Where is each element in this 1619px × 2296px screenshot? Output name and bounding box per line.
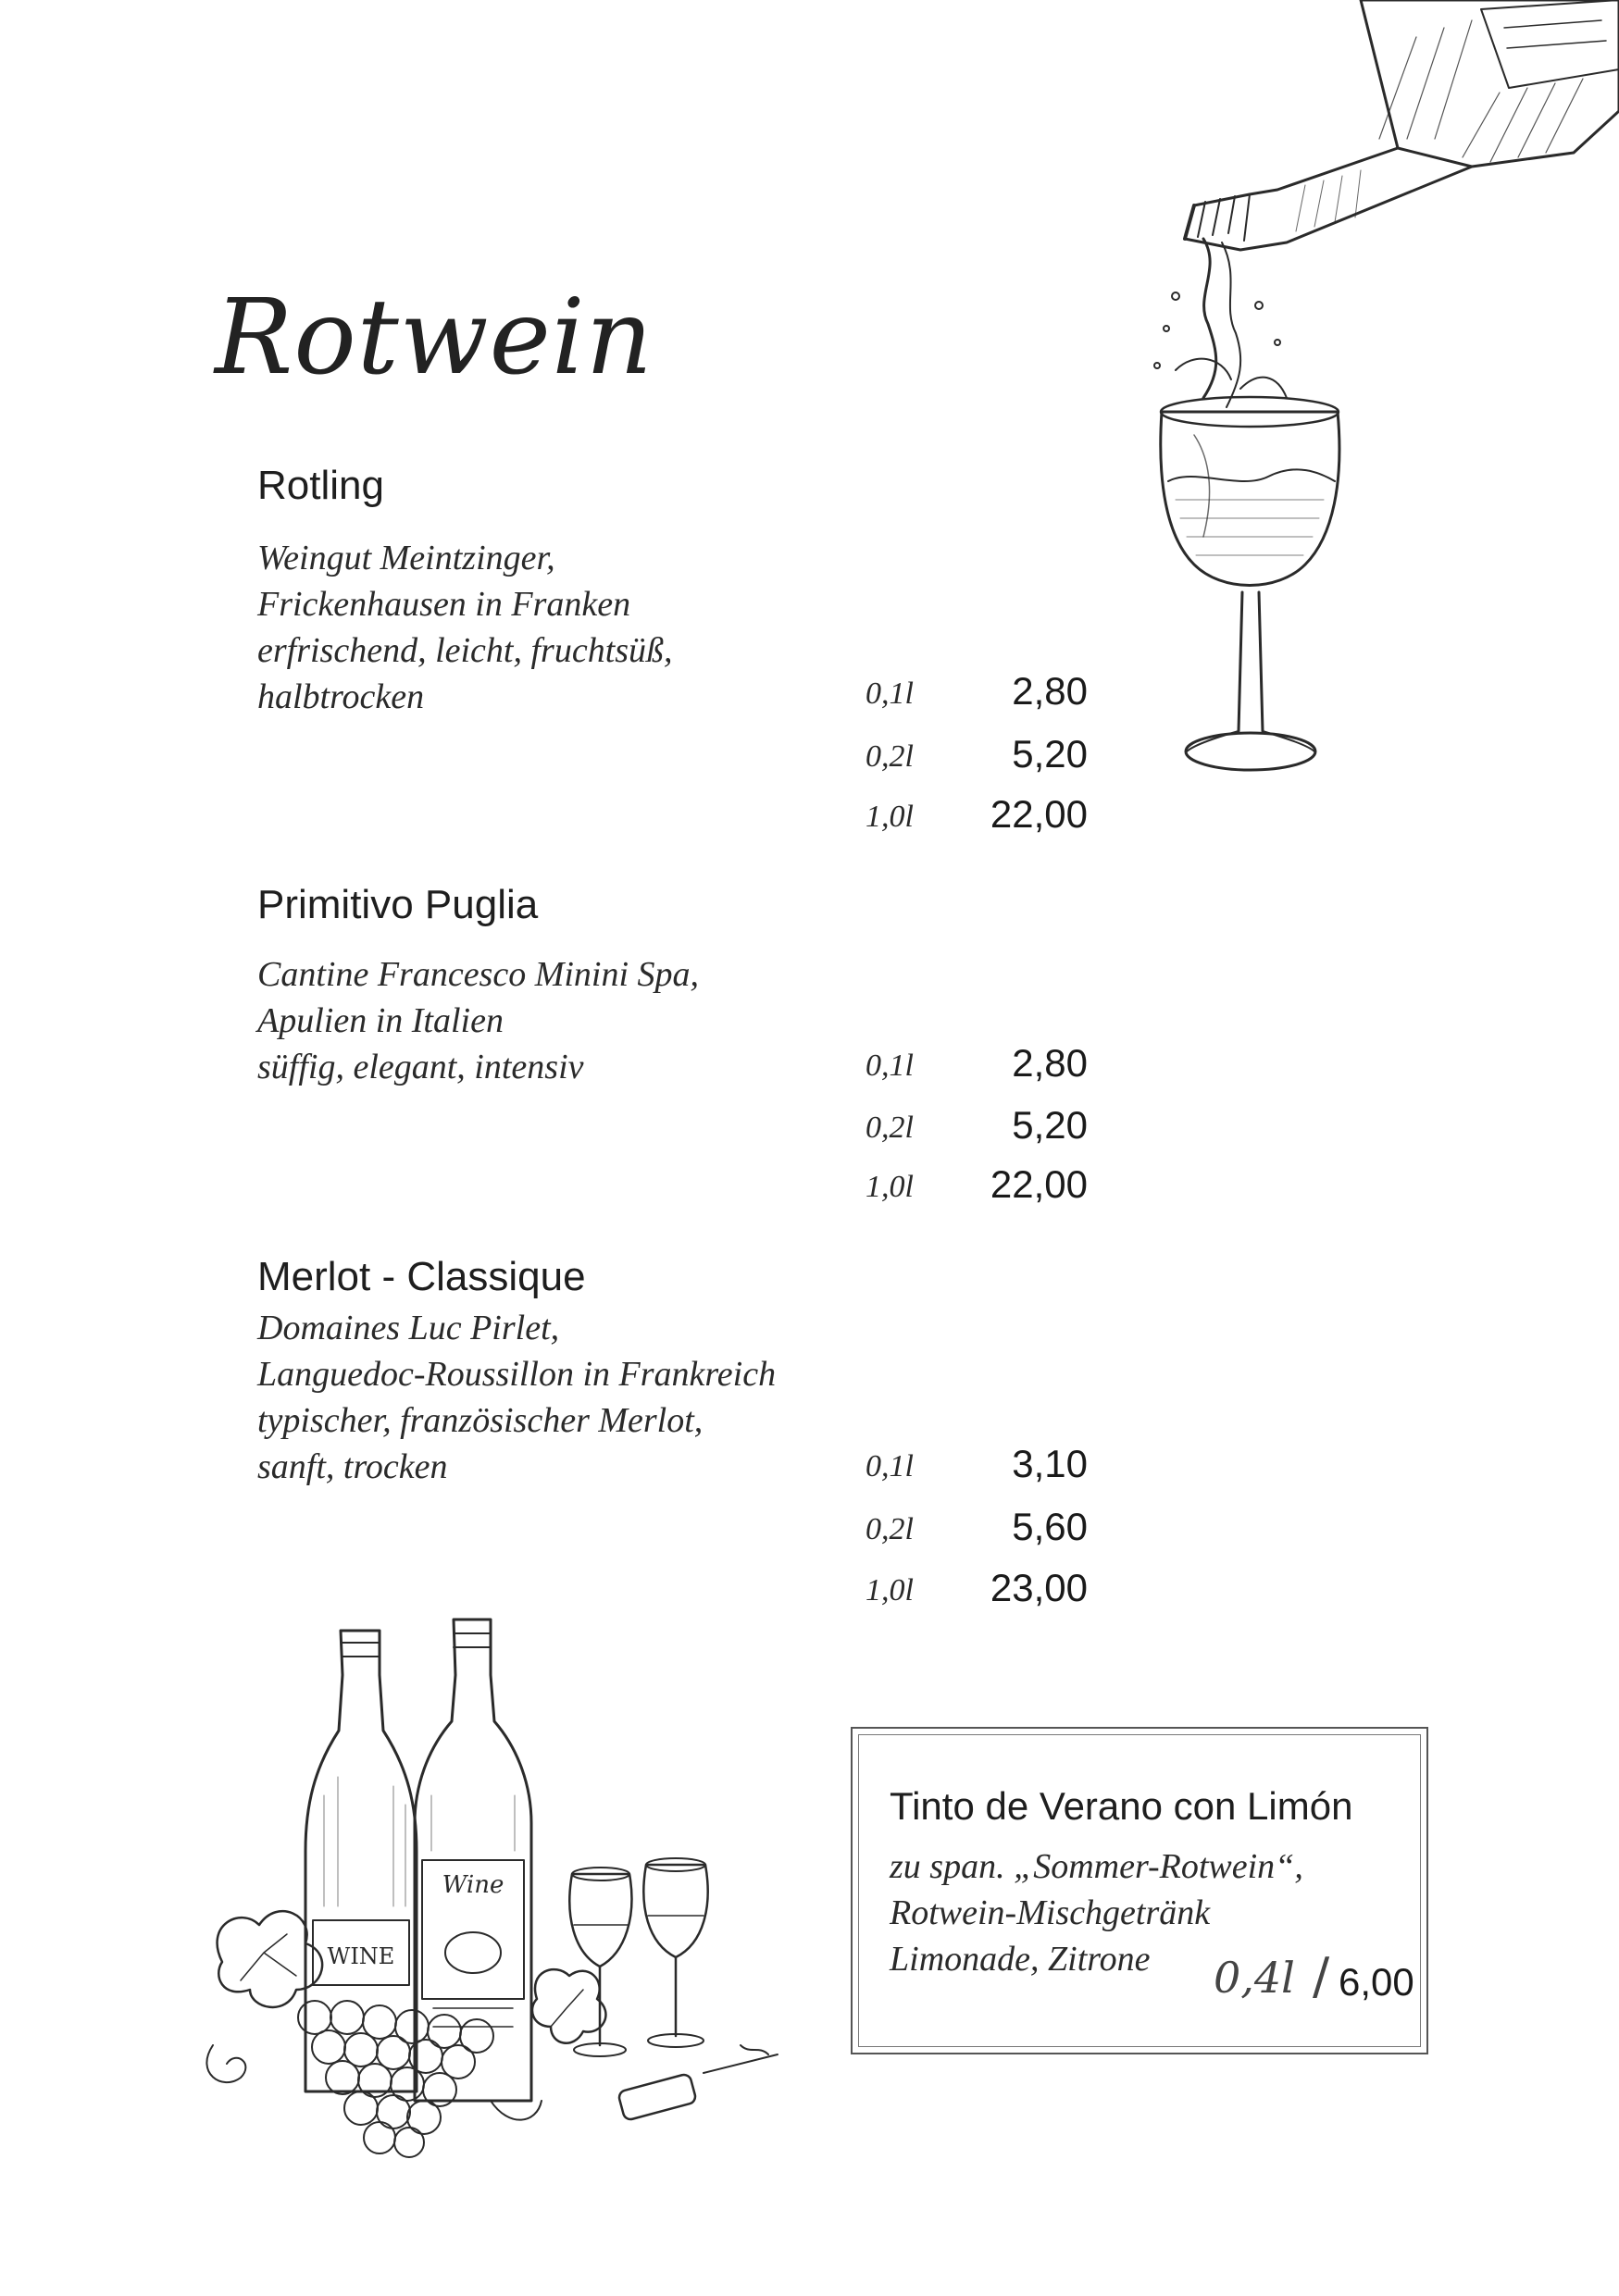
wine-name-primitivo: Primitivo Puglia <box>257 882 539 927</box>
price-value: 5,20 <box>1012 1103 1088 1147</box>
volume-label: 1,0l <box>866 800 914 834</box>
special-price: 6,00 <box>1339 1960 1414 2004</box>
special-offer-box <box>851 1727 1428 2054</box>
description-line: Rotwein-Mischgetränk <box>890 1893 1211 1932</box>
description-line: Cantine Francesco Minini Spa, <box>257 955 700 994</box>
volume-label: 0,2l <box>866 739 914 774</box>
wine-bottles-grapes-icon <box>185 1610 815 2166</box>
special-separator: / <box>1313 1947 1330 2005</box>
description-line: Weingut Meintzinger, <box>257 539 555 577</box>
description-line: halbtrocken <box>257 677 425 716</box>
volume-label: 1,0l <box>866 1573 914 1607</box>
page-title: Rotwein <box>215 278 654 398</box>
price-value: 22,00 <box>990 792 1088 836</box>
description-line: Domaines Luc Pirlet, <box>257 1309 560 1347</box>
price-row <box>866 1043 1088 1089</box>
description-line: zu span. „Sommer-Rotwein“, <box>890 1847 1303 1886</box>
price-row <box>866 1568 1088 1614</box>
price-value: 2,80 <box>1012 1041 1088 1085</box>
volume-label: 0,1l <box>866 676 914 711</box>
price-value: 22,00 <box>990 1162 1088 1206</box>
price-row <box>866 671 1088 717</box>
wine-description-rotling <box>257 535 673 720</box>
bottle-label-wine: WINE <box>327 1943 395 1969</box>
price-value: 5,60 <box>1012 1505 1088 1548</box>
description-line: sanft, trocken <box>257 1447 448 1486</box>
wine-description-merlot <box>257 1305 776 1490</box>
price-value: 2,80 <box>1012 669 1088 713</box>
price-row <box>866 1444 1088 1490</box>
description-line: Limonade, Zitrone <box>890 1940 1151 1979</box>
description-line: Languedoc-Roussillon in Frankreich <box>257 1355 777 1394</box>
volume-label: 1,0l <box>866 1170 914 1204</box>
wine-description-primitivo <box>257 951 699 1090</box>
volume-label: 0,2l <box>866 1111 914 1145</box>
price-value: 3,10 <box>1012 1442 1088 1485</box>
description-line: Frickenhausen in Franken <box>257 585 631 624</box>
wine-name-merlot: Merlot - Classique <box>257 1254 586 1299</box>
price-value: 5,20 <box>1012 732 1088 776</box>
bottle-label-wine-script: Wine <box>442 1871 504 1899</box>
wine-name-rotling: Rotling <box>257 463 384 508</box>
volume-label: 0,1l <box>866 1049 914 1083</box>
price-row <box>866 1164 1088 1210</box>
special-description <box>890 1843 1303 1982</box>
description-line: Apulien in Italien <box>257 1001 504 1040</box>
price-row <box>866 794 1088 840</box>
pouring-bottle-glass-icon <box>1139 0 1619 796</box>
price-row <box>866 1105 1088 1151</box>
description-line: erfrischend, leicht, fruchtsüß, <box>257 631 673 670</box>
price-row <box>866 734 1088 780</box>
price-row <box>866 1507 1088 1553</box>
special-name: Tinto de Verano con Limón <box>890 1784 1353 1828</box>
special-volume: 0,4l <box>1214 1953 1295 2003</box>
description-line: süffig, elegant, intensiv <box>257 1048 584 1086</box>
description-line: typischer, französischer Merlot, <box>257 1401 704 1440</box>
volume-label: 0,1l <box>866 1449 914 1483</box>
price-value: 23,00 <box>990 1566 1088 1609</box>
volume-label: 0,2l <box>866 1512 914 1546</box>
